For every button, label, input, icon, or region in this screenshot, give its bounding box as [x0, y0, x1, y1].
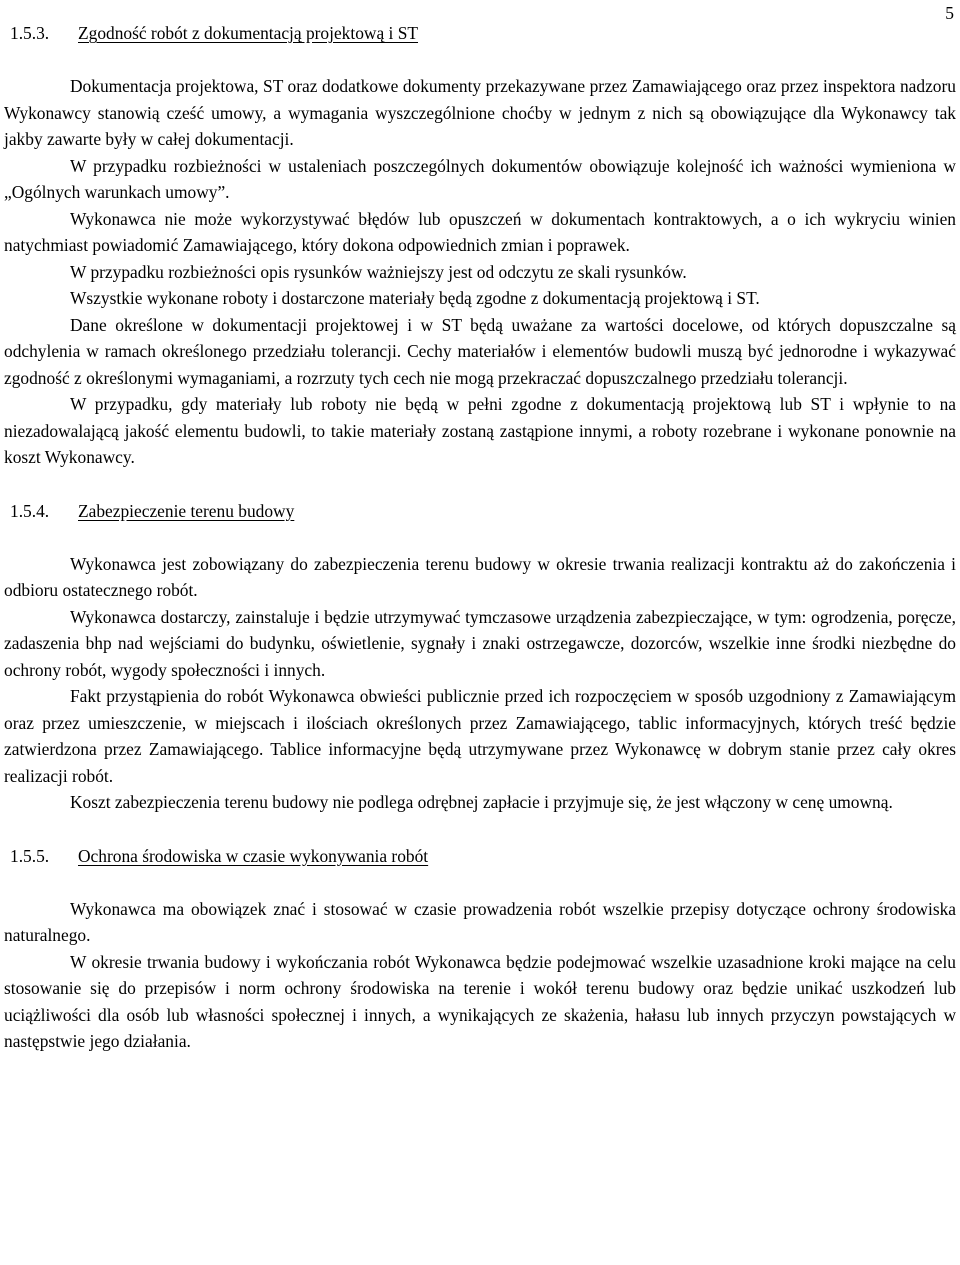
spacer	[4, 524, 956, 551]
section-heading-1-5-4	[10, 498, 956, 524]
section-title: Zabezpieczenie terenu budowy	[78, 500, 295, 521]
paragraph: Wykonawca dostarczy, zainstaluje i będzie utrzymywać tymczasowe urządzenia zabezpieczające, w tym: ogrodzenia, poręcze, zadaszenia bhp nad wejściami do budynku, oświetlenie, sygnały i znaki ostrzegawcze, dozorców, wszelkie inne środki niezbędne do ochrony robót, wygody społeczności i innych.	[4, 606, 956, 680]
paragraph: W przypadku, gdy materiały lub roboty nie będą w pełni zgodne z dokumentacją projektową lub ST i wpłynie to na niezadowalającą jakość elementu budowli, to takie materiały zostaną zastąpione innymi, a roboty rozebrane i wykonane ponownie na koszt Wykonawcy.	[4, 394, 956, 467]
section-number: 1.5.4.	[10, 500, 50, 521]
paragraph: Dane określone w dokumentacji projektowej i w ST będą uważane za wartości docelowe, od których dopuszczalne są odchylenia w ramach określonego przedziału tolerancji. Cechy materiałów i elementów budowli muszą być jednorodne i wykazywać zgodność z określonymi wymaganiami, a rozrzuty tych cech nie mogą przekraczać dopuszczalnego przedziału tolerancji.	[4, 314, 956, 388]
paragraph: W przypadku rozbieżności w ustaleniach poszczególnych dokumentów obowiązuje kolejność ich ważności wymieniona w „Ogólnych warunkach umowy”.	[4, 155, 956, 202]
paragraph: Wykonawca nie może wykorzystywać błędów lub opuszczeń w dokumentach kontraktowych, a o ich wykryciu winien natychmiast powiadomić Zamawiającego, który dokona odpowiednich zmian i poprawek.	[4, 208, 956, 255]
section-heading-1-5-5	[10, 843, 956, 869]
spacer	[4, 816, 956, 843]
spacer	[4, 471, 956, 498]
section-title: Ochrona środowiska w czasie wykonywania robót	[78, 845, 429, 866]
section-number: 1.5.3.	[10, 23, 50, 43]
page-number: 5	[945, 3, 954, 23]
paragraph: W okresie trwania budowy i wykończania robót Wykonawca będzie podejmować wszelkie uzasadnione kroki mające na celu stosowanie się do przepisów i norm ochrony środowiska na terenie i wokół terenu budowy oraz będzie unikać uszkodzeń lub uciążliwości dla osób lub własności społecznej i innych, a wynikających ze skażenia, hałasu lub innych przyczyn powstających w następstwie jego działania.	[4, 951, 956, 1051]
paragraph: Wykonawca ma obowiązek znać i stosować w czasie prowadzenia robót wszelkie przepisy dotyczące ochrony środowiska naturalnego.	[4, 898, 956, 945]
paragraph: Koszt zabezpieczenia terenu budowy nie podlega odrębnej zapłacie i przyjmuje się, że jest włączony w cenę umowną.	[70, 792, 893, 812]
section-title: Zgodność robót z dokumentacją projektową i ST	[78, 23, 419, 43]
section-heading-1-5-3	[10, 20, 956, 46]
paragraph: Wykonawca jest zobowiązany do zabezpieczenia terenu budowy w okresie trwania realizacji kontraktu aż do zakończenia i odbioru ostatecznego robót.	[4, 553, 956, 600]
spacer	[4, 869, 956, 896]
paragraph: Dokumentacja projektowa, ST oraz dodatkowe dokumenty przekazywane przez Zamawiającego oraz przez inspektora nadzoru Wykonawcy stanowią cześć umowy, a wymagania wyszczególnione choćby w jednym z nich są obowiązujące dla Wykonawcy tak jakby zawarte były w całej dokumentacji.	[4, 76, 956, 149]
spacer	[4, 46, 956, 73]
paragraph: W przypadku rozbieżności opis rysunków ważniejszy jest od odczytu ze skali rysunków.	[70, 261, 687, 282]
section-number: 1.5.5.	[10, 845, 50, 866]
paragraph: Fakt przystąpienia do robót Wykonawca obwieści publicznie przed ich rozpoczęciem w sposób uzgodniony z Zamawiającym oraz przez umieszczenie, w miejscach i ilościach określonych przez Zamawiającego, tablic informacyjnych, których treść będzie zatwierdzona przez Zamawiającego. Tablice informacyjne będą utrzymywane przez Wykonawcę w dobrym stanie przez cały okres realizacji robót.	[4, 686, 956, 786]
paragraph: Wszystkie wykonane roboty i dostarczone materiały będą zgodne z dokumentacją projektową i ST.	[70, 288, 760, 308]
